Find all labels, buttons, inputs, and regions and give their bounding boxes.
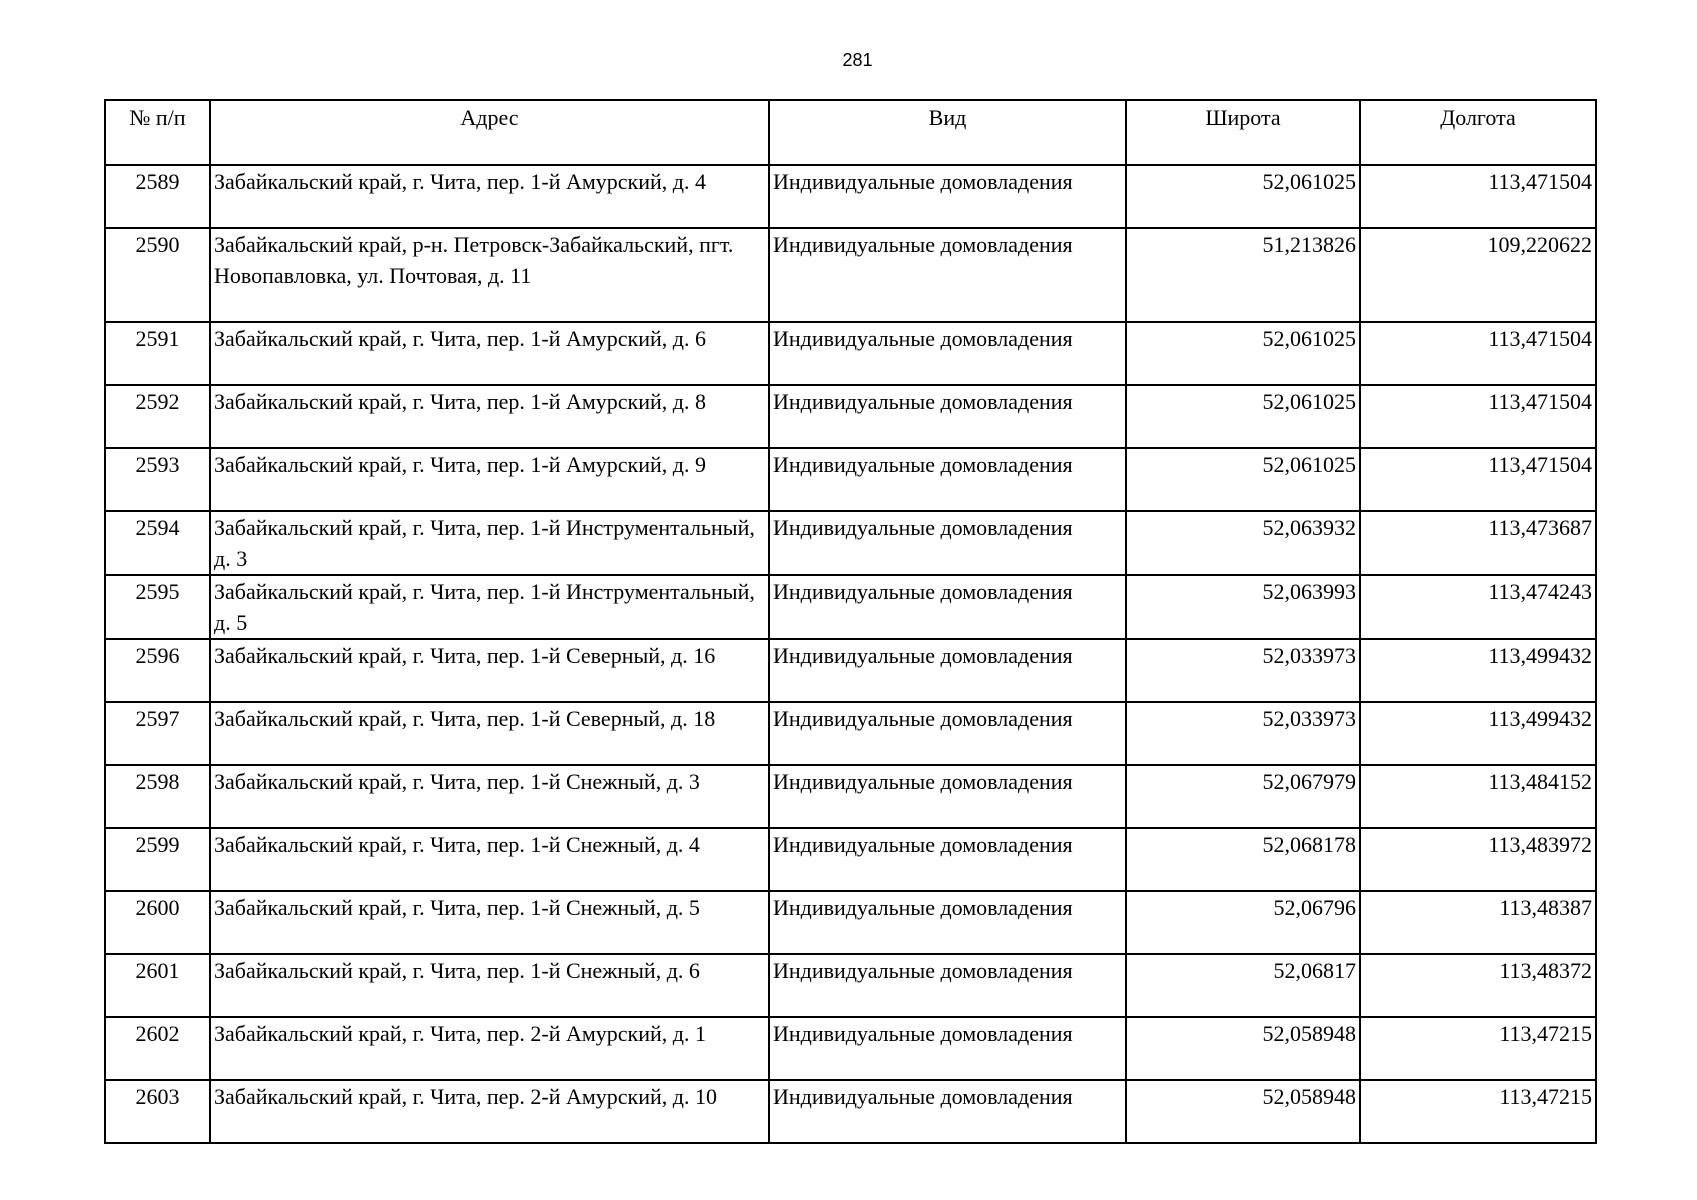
row-lat: 52,067979 bbox=[1126, 765, 1360, 828]
row-kind: Индивидуальные домовладения bbox=[769, 702, 1126, 765]
row-num: 2590 bbox=[105, 228, 210, 322]
row-lon: 113,484152 bbox=[1360, 765, 1596, 828]
row-address: Забайкальский край, г. Чита, пер. 1-й Амурский, д. 8 bbox=[210, 385, 769, 448]
row-num: 2593 bbox=[105, 448, 210, 511]
header-lon: Долгота bbox=[1360, 100, 1596, 165]
address-table bbox=[104, 99, 1597, 1144]
row-kind: Индивидуальные домовладения bbox=[769, 385, 1126, 448]
row-lon: 113,48372 bbox=[1360, 954, 1596, 1017]
row-lat: 52,033973 bbox=[1126, 702, 1360, 765]
row-address: Забайкальский край, г. Чита, пер. 2-й Амурский, д. 10 bbox=[210, 1080, 769, 1143]
row-kind: Индивидуальные домовладения bbox=[769, 828, 1126, 891]
row-kind: Индивидуальные домовладения bbox=[769, 448, 1126, 511]
row-lon: 113,474243 bbox=[1360, 575, 1596, 639]
table-row bbox=[105, 639, 1596, 702]
row-lat: 52,06817 bbox=[1126, 954, 1360, 1017]
table-row bbox=[105, 575, 1596, 639]
row-address: Забайкальский край, г. Чита, пер. 1-й Амурский, д. 6 bbox=[210, 322, 769, 385]
table-row bbox=[105, 702, 1596, 765]
row-kind: Индивидуальные домовладения bbox=[769, 765, 1126, 828]
row-lon: 109,220622 bbox=[1360, 228, 1596, 322]
row-kind: Индивидуальные домовладения bbox=[769, 228, 1126, 322]
row-lat: 52,068178 bbox=[1126, 828, 1360, 891]
table-row bbox=[105, 1017, 1596, 1080]
header-address: Адрес bbox=[210, 100, 769, 165]
table-row bbox=[105, 448, 1596, 511]
row-address: Забайкальский край, г. Чита, пер. 1-й Инструментальный, д. 3 bbox=[210, 511, 769, 575]
row-lon: 113,471504 bbox=[1360, 385, 1596, 448]
row-lat: 52,058948 bbox=[1126, 1017, 1360, 1080]
row-kind: Индивидуальные домовладения bbox=[769, 1080, 1126, 1143]
row-address: Забайкальский край, г. Чита, пер. 1-й Снежный, д. 3 bbox=[210, 765, 769, 828]
row-num: 2594 bbox=[105, 511, 210, 575]
table-row bbox=[105, 954, 1596, 1017]
row-lat: 52,061025 bbox=[1126, 322, 1360, 385]
row-lat: 52,063932 bbox=[1126, 511, 1360, 575]
row-address: Забайкальский край, г. Чита, пер. 1-й Снежный, д. 5 bbox=[210, 891, 769, 954]
row-num: 2589 bbox=[105, 165, 210, 228]
row-kind: Индивидуальные домовладения bbox=[769, 1017, 1126, 1080]
header-lat: Широта bbox=[1126, 100, 1360, 165]
row-address: Забайкальский край, р-н. Петровск-Забайкальский, пгт. Новопавловка, ул. Почтовая, д. 11 bbox=[210, 228, 769, 322]
row-lon: 113,499432 bbox=[1360, 639, 1596, 702]
row-num: 2596 bbox=[105, 639, 210, 702]
row-address: Забайкальский край, г. Чита, пер. 1-й Амурский, д. 9 bbox=[210, 448, 769, 511]
row-kind: Индивидуальные домовладения bbox=[769, 322, 1126, 385]
row-num: 2599 bbox=[105, 828, 210, 891]
row-lon: 113,47215 bbox=[1360, 1017, 1596, 1080]
row-lat: 51,213826 bbox=[1126, 228, 1360, 322]
row-address: Забайкальский край, г. Чита, пер. 1-й Амурский, д. 4 bbox=[210, 165, 769, 228]
row-num: 2601 bbox=[105, 954, 210, 1017]
row-num: 2591 bbox=[105, 322, 210, 385]
row-num: 2600 bbox=[105, 891, 210, 954]
row-lon: 113,483972 bbox=[1360, 828, 1596, 891]
row-lat: 52,061025 bbox=[1126, 165, 1360, 228]
row-address: Забайкальский край, г. Чита, пер. 1-й Северный, д. 18 bbox=[210, 702, 769, 765]
table-row bbox=[105, 828, 1596, 891]
table-row bbox=[105, 1080, 1596, 1143]
page-number: 281 bbox=[842, 50, 873, 70]
row-lon: 113,471504 bbox=[1360, 322, 1596, 385]
table-row bbox=[105, 385, 1596, 448]
row-address: Забайкальский край, г. Чита, пер. 1-й Северный, д. 16 bbox=[210, 639, 769, 702]
row-num: 2598 bbox=[105, 765, 210, 828]
row-lon: 113,499432 bbox=[1360, 702, 1596, 765]
row-lat: 52,061025 bbox=[1126, 448, 1360, 511]
row-kind: Индивидуальные домовладения bbox=[769, 639, 1126, 702]
header-kind: Вид bbox=[769, 100, 1126, 165]
row-lat: 52,063993 bbox=[1126, 575, 1360, 639]
table-row bbox=[105, 891, 1596, 954]
row-lon: 113,48387 bbox=[1360, 891, 1596, 954]
table-row bbox=[105, 228, 1596, 322]
row-num: 2597 bbox=[105, 702, 210, 765]
row-address: Забайкальский край, г. Чита, пер. 2-й Амурский, д. 1 bbox=[210, 1017, 769, 1080]
row-lat: 52,033973 bbox=[1126, 639, 1360, 702]
row-kind: Индивидуальные домовладения bbox=[769, 575, 1126, 639]
row-num: 2592 bbox=[105, 385, 210, 448]
table-row bbox=[105, 165, 1596, 228]
row-kind: Индивидуальные домовладения bbox=[769, 891, 1126, 954]
row-lon: 113,471504 bbox=[1360, 448, 1596, 511]
row-lon: 113,473687 bbox=[1360, 511, 1596, 575]
table-row bbox=[105, 322, 1596, 385]
row-lon: 113,47215 bbox=[1360, 1080, 1596, 1143]
table-row bbox=[105, 511, 1596, 575]
row-lat: 52,061025 bbox=[1126, 385, 1360, 448]
row-num: 2603 bbox=[105, 1080, 210, 1143]
header-row bbox=[105, 100, 1596, 165]
row-kind: Индивидуальные домовладения bbox=[769, 511, 1126, 575]
row-lon: 113,471504 bbox=[1360, 165, 1596, 228]
table-row bbox=[105, 765, 1596, 828]
header-num: № п/п bbox=[105, 100, 210, 165]
row-lat: 52,058948 bbox=[1126, 1080, 1360, 1143]
row-kind: Индивидуальные домовладения bbox=[769, 165, 1126, 228]
row-num: 2602 bbox=[105, 1017, 210, 1080]
row-lat: 52,06796 bbox=[1126, 891, 1360, 954]
row-kind: Индивидуальные домовладения bbox=[769, 954, 1126, 1017]
row-address: Забайкальский край, г. Чита, пер. 1-й Инструментальный, д. 5 bbox=[210, 575, 769, 639]
row-num: 2595 bbox=[105, 575, 210, 639]
row-address: Забайкальский край, г. Чита, пер. 1-й Снежный, д. 4 bbox=[210, 828, 769, 891]
row-address: Забайкальский край, г. Чита, пер. 1-й Снежный, д. 6 bbox=[210, 954, 769, 1017]
